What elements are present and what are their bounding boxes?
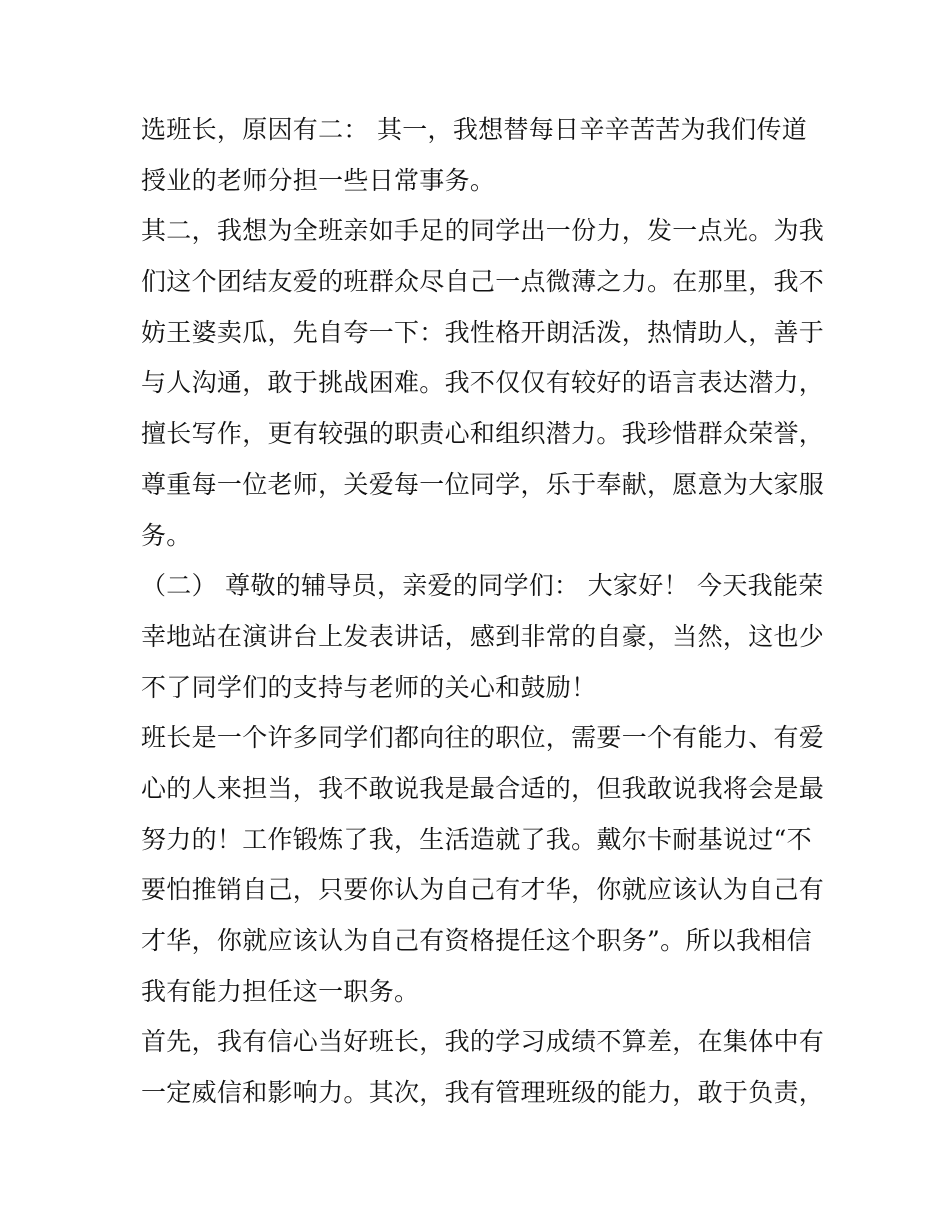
text-line: 擅长写作，更有较强的职责心和组织潜力。我珍惜群众荣誉，: [141, 419, 825, 449]
text-line: 授业的老师分担一些日常事务。: [141, 165, 496, 195]
text-line: 幸地站在演讲台上发表讲话，感到非常的自豪，当然，这也少: [141, 621, 825, 651]
text-line: 与人沟通，敢于挑战困难。我不仅仅有较好的语言表达潜力，: [141, 368, 825, 398]
text-line: 才华，你就应该认为自己有资格提任这个职务”。所以我相信: [141, 926, 812, 955]
text-line: 努力的！工作锻炼了我，生活造就了我。戴尔卡耐基说过“不: [141, 824, 812, 854]
text-line: 不了同学们的支持与老师的关心和鼓励！: [141, 672, 597, 702]
text-line: 一定威信和影响力。其次，我有管理班级的能力，敢于负责，: [141, 1078, 825, 1108]
text-line: 我有能力担任这一职务。: [141, 976, 420, 1006]
text-line: 心的人来担当，我不敢说我是最合适的，但我敢说我将会是最: [141, 773, 825, 803]
text-line: 其二，我想为全班亲如手足的同学出一份力，发一点光。为我: [141, 216, 825, 246]
text-line: 务。: [141, 520, 192, 550]
text-line: 们这个团结友爱的班群众尽自己一点微薄之力。在那里，我不: [141, 267, 825, 297]
text-line: 要怕推销自己，只要你认为自己有才华，你就应该认为自己有: [141, 875, 825, 905]
text-line: 首先，我有信心当好班长，我的学习成绩不算差，在集体中有: [141, 1027, 825, 1057]
document-body-text: [141, 105, 825, 1119]
text-line: （二） 尊敬的辅导员，亲爱的同学们： 大家好！ 今天我能荣: [141, 571, 824, 601]
text-line: 选班长，原因有二： 其一，我想替每日辛辛苦苦为我们传道: [141, 115, 808, 144]
text-line: 班长是一个许多同学们都向往的职位，需要一个有能力、有爱: [141, 723, 825, 753]
text-line: 尊重每一位老师，关爱每一位同学，乐于奉献，愿意为大家服: [141, 469, 825, 499]
text-line: 妨王婆卖瓜，先自夸一下：我性格开朗活泼，热情助人，善于: [141, 317, 825, 347]
